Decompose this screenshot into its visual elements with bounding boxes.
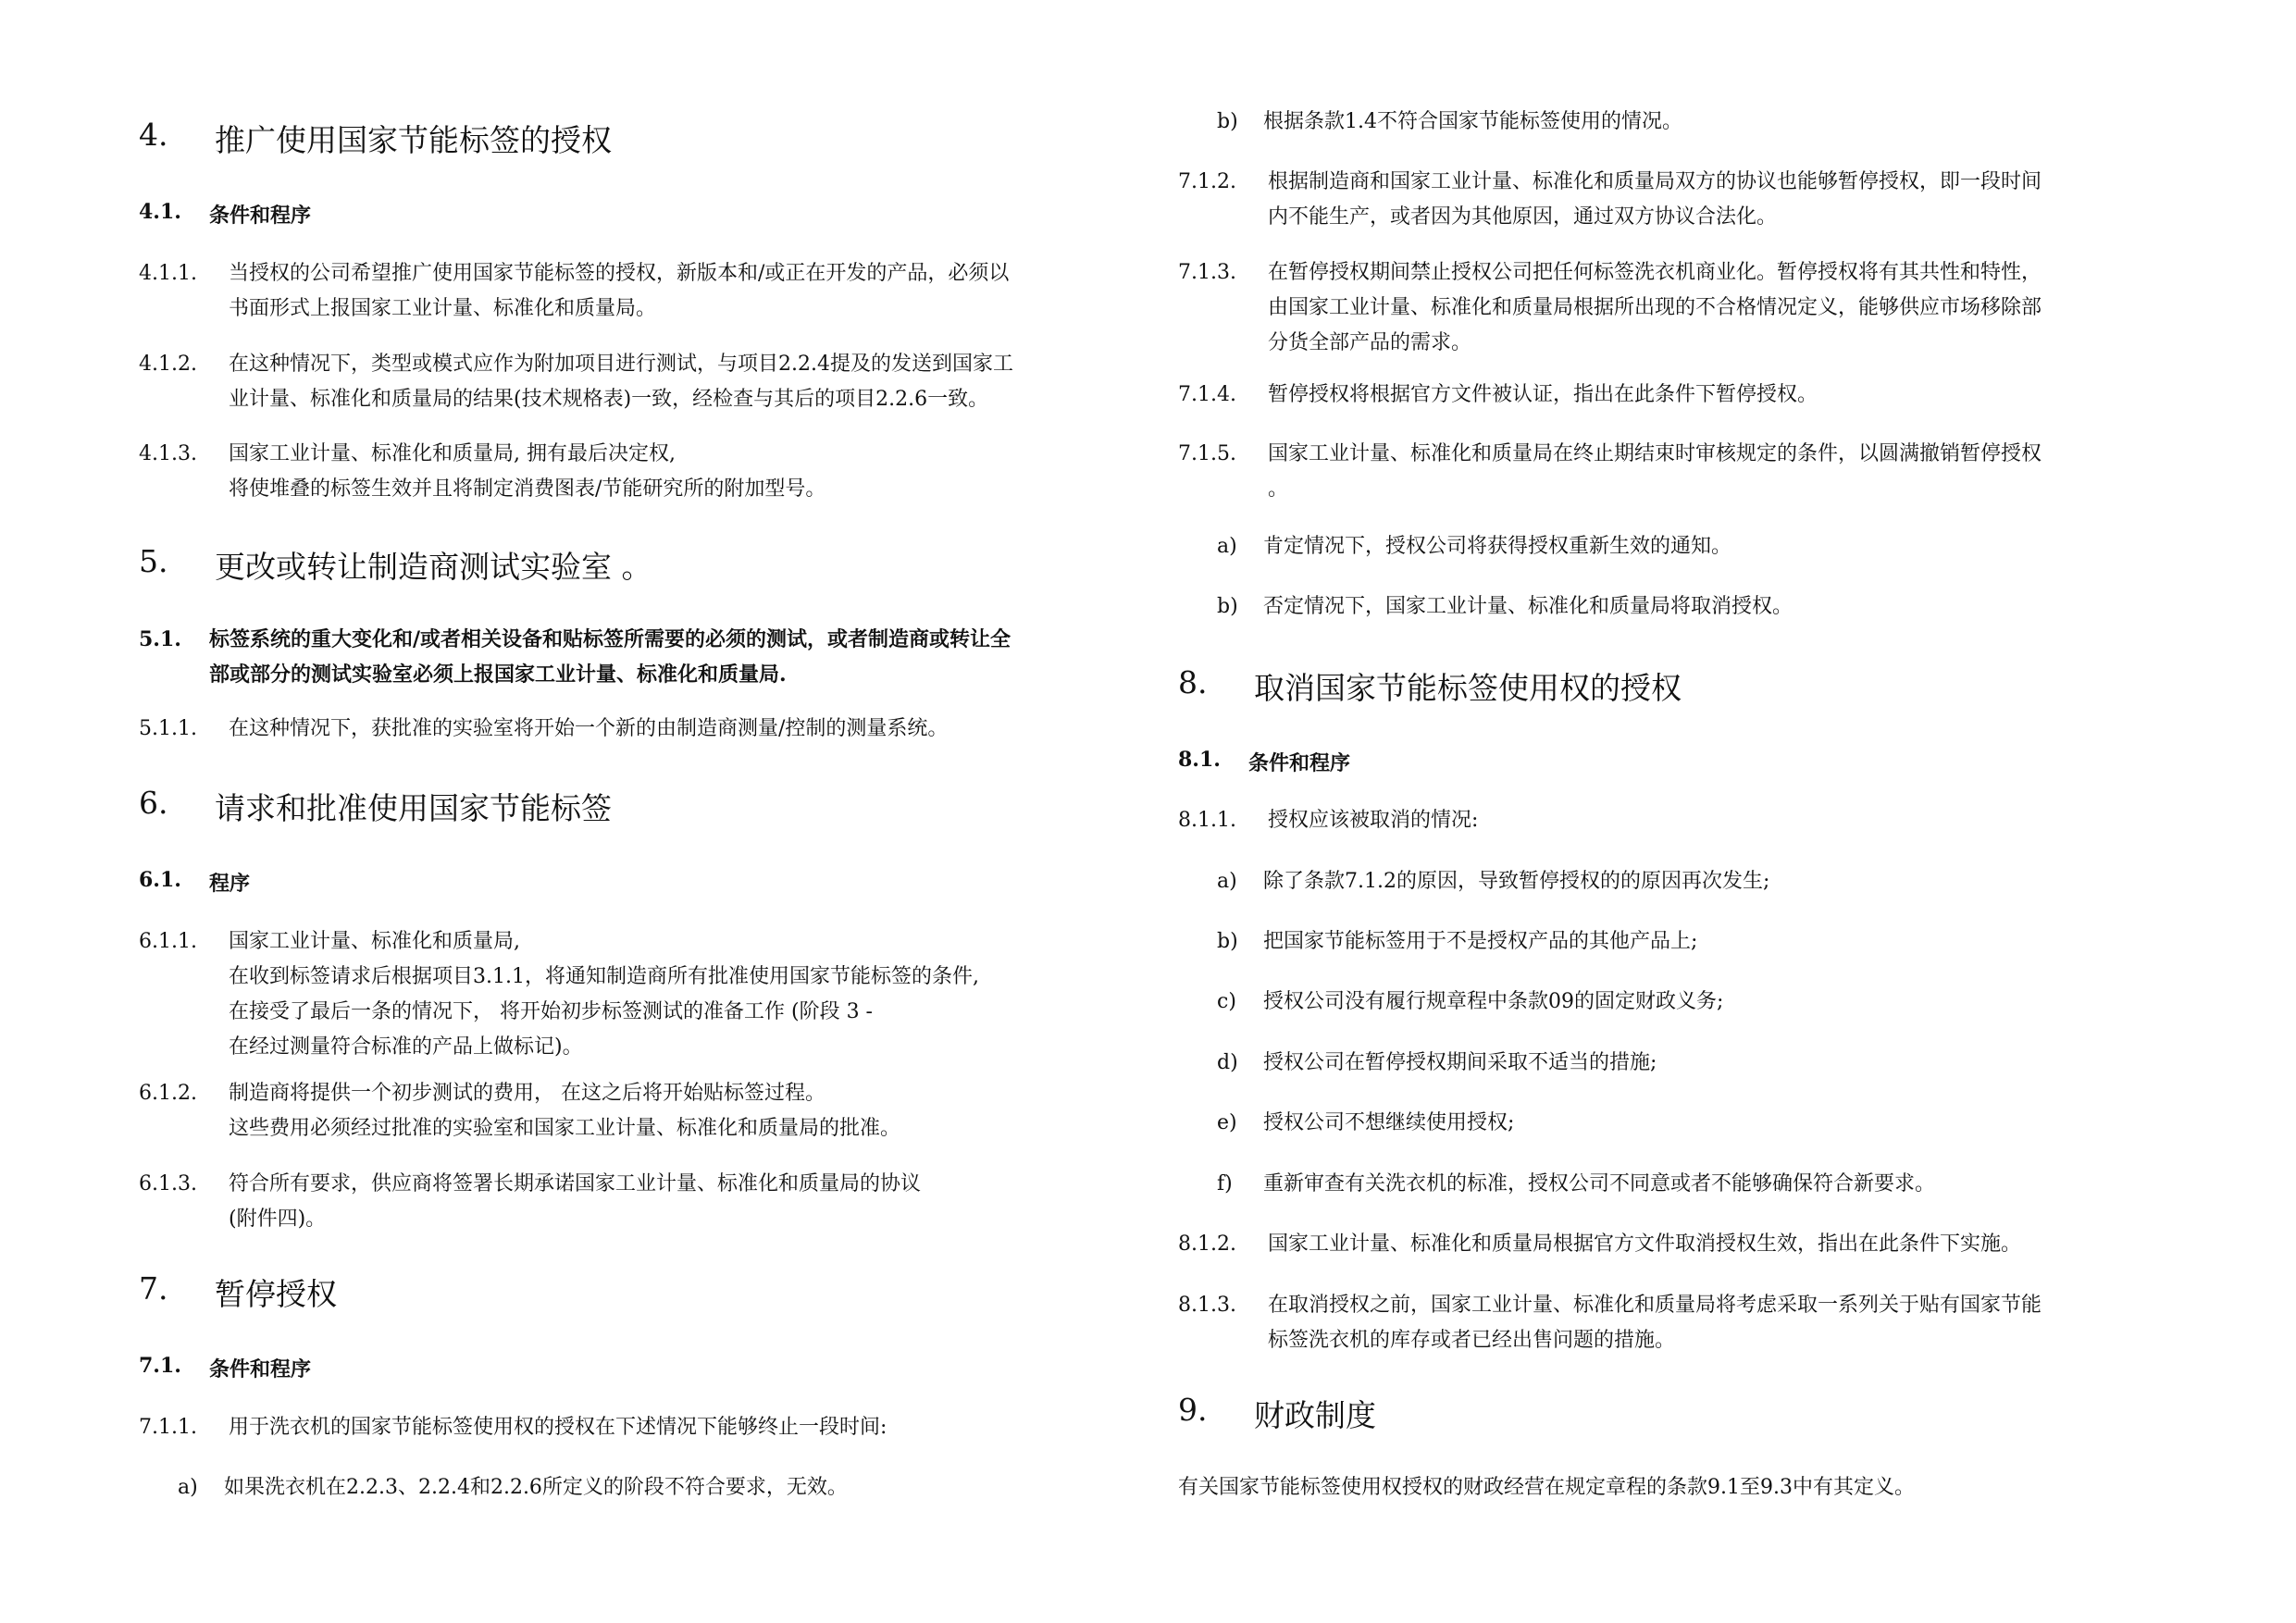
subsection-number: 8.1. — [1178, 748, 1221, 772]
clause-text: 在取消授权之前，国家工业计量、标准化和质量局将考虑采取一系列关于贴有国家节能 标签洗衣机的库存或者已经出售问题的措施。 — [1268, 1294, 2042, 1352]
subsection-title: 条件和程序 — [209, 1357, 312, 1381]
clause-number: 8.1.2. — [1178, 1233, 1236, 1256]
list-item-7-1-5-a — [1217, 529, 2168, 564]
list-marker: e) — [1217, 1111, 1237, 1134]
clause-7-1-4 — [1178, 378, 2168, 413]
clause-number: 5.1.1. — [139, 717, 197, 740]
list-marker: b) — [1217, 110, 1238, 133]
subsection-4-1-heading — [139, 200, 1148, 229]
clause-text: 标签系统的重大变化和/或者相关设备和贴标签所需要的必须的测试，或者制造商或转让全 部或部分的测试实验室必须上报国家工业计量、标准化和质量局. — [209, 627, 1011, 687]
subsection-title: 条件和程序 — [209, 204, 312, 228]
clause-text: 国家工业计量、标准化和质量局根据官方文件取消授权生效，指出在此条件下实施。 — [1268, 1233, 2022, 1256]
clause-number: 6.1.3. — [139, 1172, 197, 1196]
section-title: 财政制度 — [1254, 1397, 1376, 1433]
list-text: 授权公司在暂停授权期间采取不适当的措施; — [1263, 1051, 1657, 1074]
list-text: 授权公司没有履行规章程中条款09的固定财政义务; — [1263, 990, 1724, 1013]
section-number: 7. — [139, 1270, 168, 1307]
list-text: 授权公司不想继续使用授权; — [1263, 1111, 1515, 1134]
subsection-title: 条件和程序 — [1248, 751, 1351, 775]
subsection-6-1-heading — [139, 868, 1148, 897]
section-title: 推广使用国家节能标签的授权 — [215, 122, 612, 158]
section-6-heading — [139, 785, 1148, 828]
clause-number: 4.1.1. — [139, 262, 197, 285]
list-item-8-1-1-d — [1217, 1046, 2168, 1081]
list-marker: a) — [1217, 535, 1237, 558]
clause-text: 暂停授权将根据官方文件被认证，指出在此条件下暂停授权。 — [1268, 383, 1818, 406]
clause-text: 制造商将提供一个初步测试的费用， 在这之后将开始贴标签过程。 这些费用必须经过批准的实验室和国家工业计量、标准化和质量局的批准。 — [229, 1082, 901, 1140]
clause-text: 授权应该被取消的情况: — [1268, 809, 1479, 832]
clause-number: 6.1.1. — [139, 930, 197, 953]
clause-text: 国家工业计量、标准化和质量局在终止期结束时审核规定的条件，以圆满撤销暂停授权 。 — [1268, 442, 2042, 501]
list-marker: d) — [1217, 1051, 1238, 1074]
clause-5-1 — [139, 622, 1148, 692]
list-marker: a) — [178, 1476, 198, 1499]
subsection-number: 7.1. — [139, 1354, 181, 1378]
section-title: 请求和批准使用国家节能标签 — [215, 790, 612, 826]
clause-8-1-1 — [1178, 803, 2168, 838]
clause-6-1-1 — [139, 924, 1148, 1065]
list-item-7-1-1-b — [1217, 105, 2168, 140]
section-title: 取消国家节能标签使用权的授权 — [1254, 670, 1682, 706]
list-text: 重新审查有关洗衣机的标准，授权公司不同意或者不能够确保符合新要求。 — [1263, 1172, 1936, 1196]
clause-text: 在暂停授权期间禁止授权公司把任何标签洗衣机商业化。暂停授权将有其共性和特性， 由国家工业计量、标准化和质量局根据所出现的不合格情况定义，能够供应市场移除部 分货全部产品的需求。 — [1268, 261, 2042, 354]
clause-number: 7.1.4. — [1178, 383, 1236, 406]
clause-text: 当授权的公司希望推广使用国家节能标签的授权，新版本和/或正在开发的产品，必须以 书面形式上报国家工业计量、标准化和质量局。 — [229, 262, 1010, 320]
list-text: 根据条款1.4不符合国家节能标签使用的情况。 — [1263, 110, 1682, 133]
list-item-7-1-1-a — [178, 1470, 1148, 1505]
clause-8-1-3 — [1178, 1288, 2168, 1358]
list-marker: f) — [1217, 1172, 1233, 1196]
clause-number: 4.1.2. — [139, 353, 197, 376]
clause-number: 7.1.2. — [1178, 170, 1236, 193]
clause-text: 在这种情况下，获批准的实验室将开始一个新的由制造商测量/控制的测量系统。 — [229, 717, 949, 740]
list-marker: c) — [1217, 990, 1236, 1013]
section-8-heading — [1178, 664, 2168, 708]
clause-text: 符合所有要求，供应商将签署长期承诺国家工业计量、标准化和质量局的协议 (附件四)。 — [229, 1172, 922, 1231]
section-7-heading — [139, 1270, 1148, 1314]
clause-9-text: 有关国家节能标签使用权授权的财政经营在规定章程的条款9.1至9.3中有其定义。 — [1178, 1476, 1915, 1499]
clause-number: 7.1.5. — [1178, 442, 1236, 465]
list-text: 如果洗衣机在2.2.3、2.2.4和2.2.6所定义的阶段不符合要求，无效。 — [224, 1476, 848, 1499]
section-number: 5. — [139, 543, 168, 579]
clause-text: 在这种情况下，类型或模式应作为附加项目进行测试，与项目2.2.4提及的发送到国家工 业计量、标准化和质量局的结果(技术规格表)一致，经检查与其后的项目2.2.6一致。 — [229, 353, 1013, 411]
clause-4-1-3 — [139, 437, 1148, 507]
clause-number: 8.1.3. — [1178, 1294, 1236, 1317]
subsection-number: 4.1. — [139, 200, 181, 224]
clause-6-1-2 — [139, 1076, 1148, 1146]
clause-number: 7.1.3. — [1178, 261, 1236, 284]
section-number: 8. — [1178, 664, 1208, 700]
clause-text: 根据制造商和国家工业计量、标准化和质量局双方的协议也能够暂停授权，即一段时间 内不能生产，或者因为其他原因，通过双方协议合法化。 — [1268, 170, 2042, 229]
clause-7-1-1 — [139, 1410, 1148, 1445]
clause-4-1-2 — [139, 347, 1148, 417]
clause-text: 国家工业计量、标准化和质量局, 在收到标签请求后根据项目3.1.1，将通知制造商所有批准使用国家节能标签的条件, 在接受了最后一条的情况下， 将开始初步标签测试的准备工作 (阶段 3 - 在经过测量符合标准的产品上做标记)。 — [229, 930, 979, 1059]
clause-6-1-3 — [139, 1167, 1148, 1237]
subsection-number: 6.1. — [139, 868, 181, 892]
list-item-8-1-1-e — [1217, 1106, 2168, 1141]
section-title: 更改或转让制造商测试实验室 。 — [215, 549, 652, 585]
list-marker: a) — [1217, 870, 1237, 893]
clause-4-1-1 — [139, 256, 1148, 327]
section-number: 4. — [139, 117, 168, 153]
clause-number: 7.1.1. — [139, 1416, 197, 1439]
list-item-8-1-1-a — [1217, 864, 2168, 899]
list-item-8-1-1-c — [1217, 985, 2168, 1020]
section-number: 6. — [139, 785, 168, 821]
list-item-7-1-5-b — [1217, 589, 2168, 625]
clause-8-1-2 — [1178, 1227, 2168, 1262]
clause-5-1-1 — [139, 712, 1148, 747]
clause-text: 国家工业计量、标准化和质量局, 拥有最后决定权, 将使堆叠的标签生效并且将制定消费图表/节能研究所的附加型号。 — [229, 442, 826, 501]
list-text: 否定情况下，国家工业计量、标准化和质量局将取消授权。 — [1263, 595, 1793, 618]
clause-number: 8.1.1. — [1178, 809, 1236, 832]
section-5-heading — [139, 543, 1148, 587]
section-number: 9. — [1178, 1392, 1208, 1428]
list-item-8-1-1-f — [1217, 1167, 2168, 1202]
clause-number: 6.1.2. — [139, 1082, 197, 1105]
subsection-7-1-heading — [139, 1354, 1148, 1382]
clause-text: 用于洗衣机的国家节能标签使用权的授权在下述情况下能够终止一段时间: — [229, 1416, 887, 1439]
clause-number: 5.1. — [139, 627, 181, 651]
list-text: 肯定情况下，授权公司将获得授权重新生效的通知。 — [1263, 535, 1732, 558]
clause-7-1-5 — [1178, 437, 2168, 507]
list-text: 除了条款7.1.2的原因，导致暂停授权的的原因再次发生; — [1263, 870, 1770, 893]
clause-number: 4.1.3. — [139, 442, 197, 465]
list-marker: b) — [1217, 930, 1238, 953]
subsection-title: 程序 — [209, 872, 251, 896]
section-9-heading — [1178, 1392, 2168, 1435]
list-marker: b) — [1217, 595, 1238, 618]
section-4-heading — [139, 117, 1148, 160]
clause-7-1-3 — [1178, 255, 2168, 361]
section-title: 暂停授权 — [215, 1276, 337, 1312]
clause-7-1-2 — [1178, 165, 2168, 235]
subsection-8-1-heading — [1178, 748, 2168, 776]
list-item-8-1-1-b — [1217, 924, 2168, 960]
list-text: 把国家节能标签用于不是授权产品的其他产品上; — [1263, 930, 1698, 953]
